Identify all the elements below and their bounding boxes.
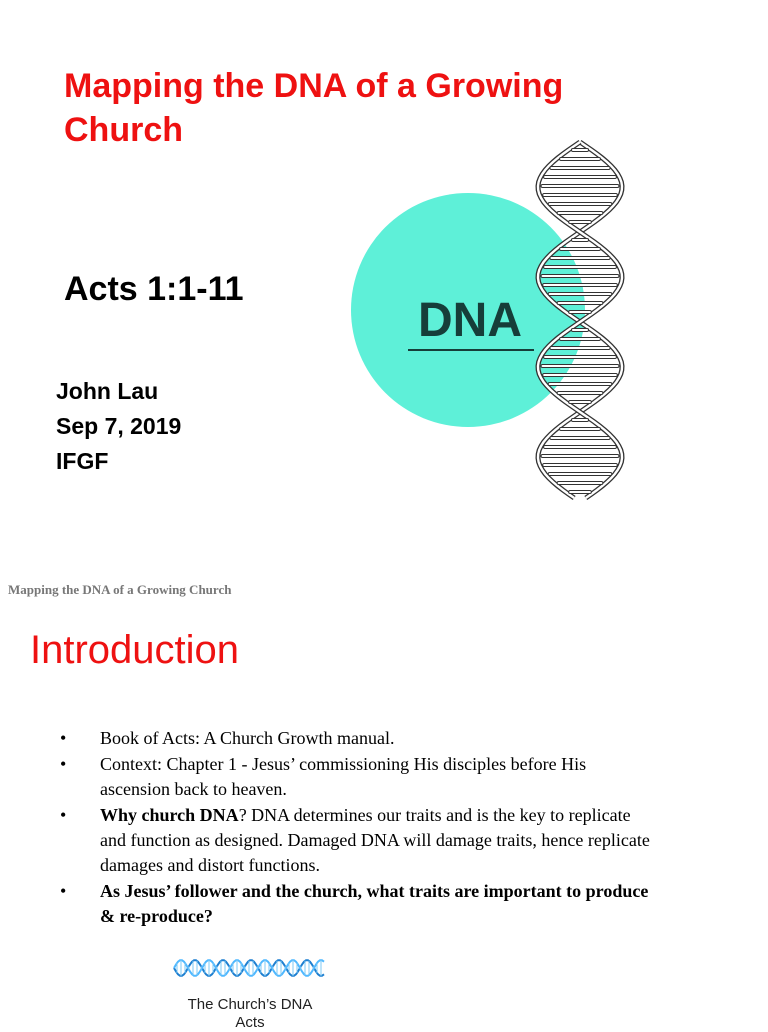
list-item: • As Jesus’ follower and the church, what traits are important to produce & re-produce? [60,881,649,926]
small-dna-strand-icon [170,950,328,990]
section-title: Introduction [30,628,240,672]
bullet-list [60,726,660,930]
list-item: • Context: Chapter 1 - Jesus’ commissioning His disciples before His ascension back to heaven. [60,754,587,799]
list-item: • Book of Acts: A Church Growth manual. [60,726,660,751]
bullet-marker: • [60,728,67,748]
dna-helix-icon [330,128,720,512]
dna-label: DNA [418,294,522,347]
slide-title: Mapping the DNA of a Growing Church [64,67,564,149]
slide-footer-caption: Mapping the DNA of a Growing Church [8,582,232,597]
list-item: • Why church DNA? DNA determines our traits and is the key to replicate and function as designed. Damaged DNA will damage traits, hence replicate damages and distort functions. [60,805,650,875]
presenter-info [56,374,181,479]
bullet-marker: • [60,881,67,901]
presentation-date: Sep 7, 2019 [56,413,182,439]
author-name: John Lau [56,378,159,404]
scripture-reference: Acts 1:1-11 [64,270,244,308]
small-graphic-caption: The Church’s DNA Acts [187,996,313,1031]
bullet-marker: • [60,805,67,825]
organization-name: IFGF [56,448,109,474]
bullet-marker: • [60,754,67,774]
